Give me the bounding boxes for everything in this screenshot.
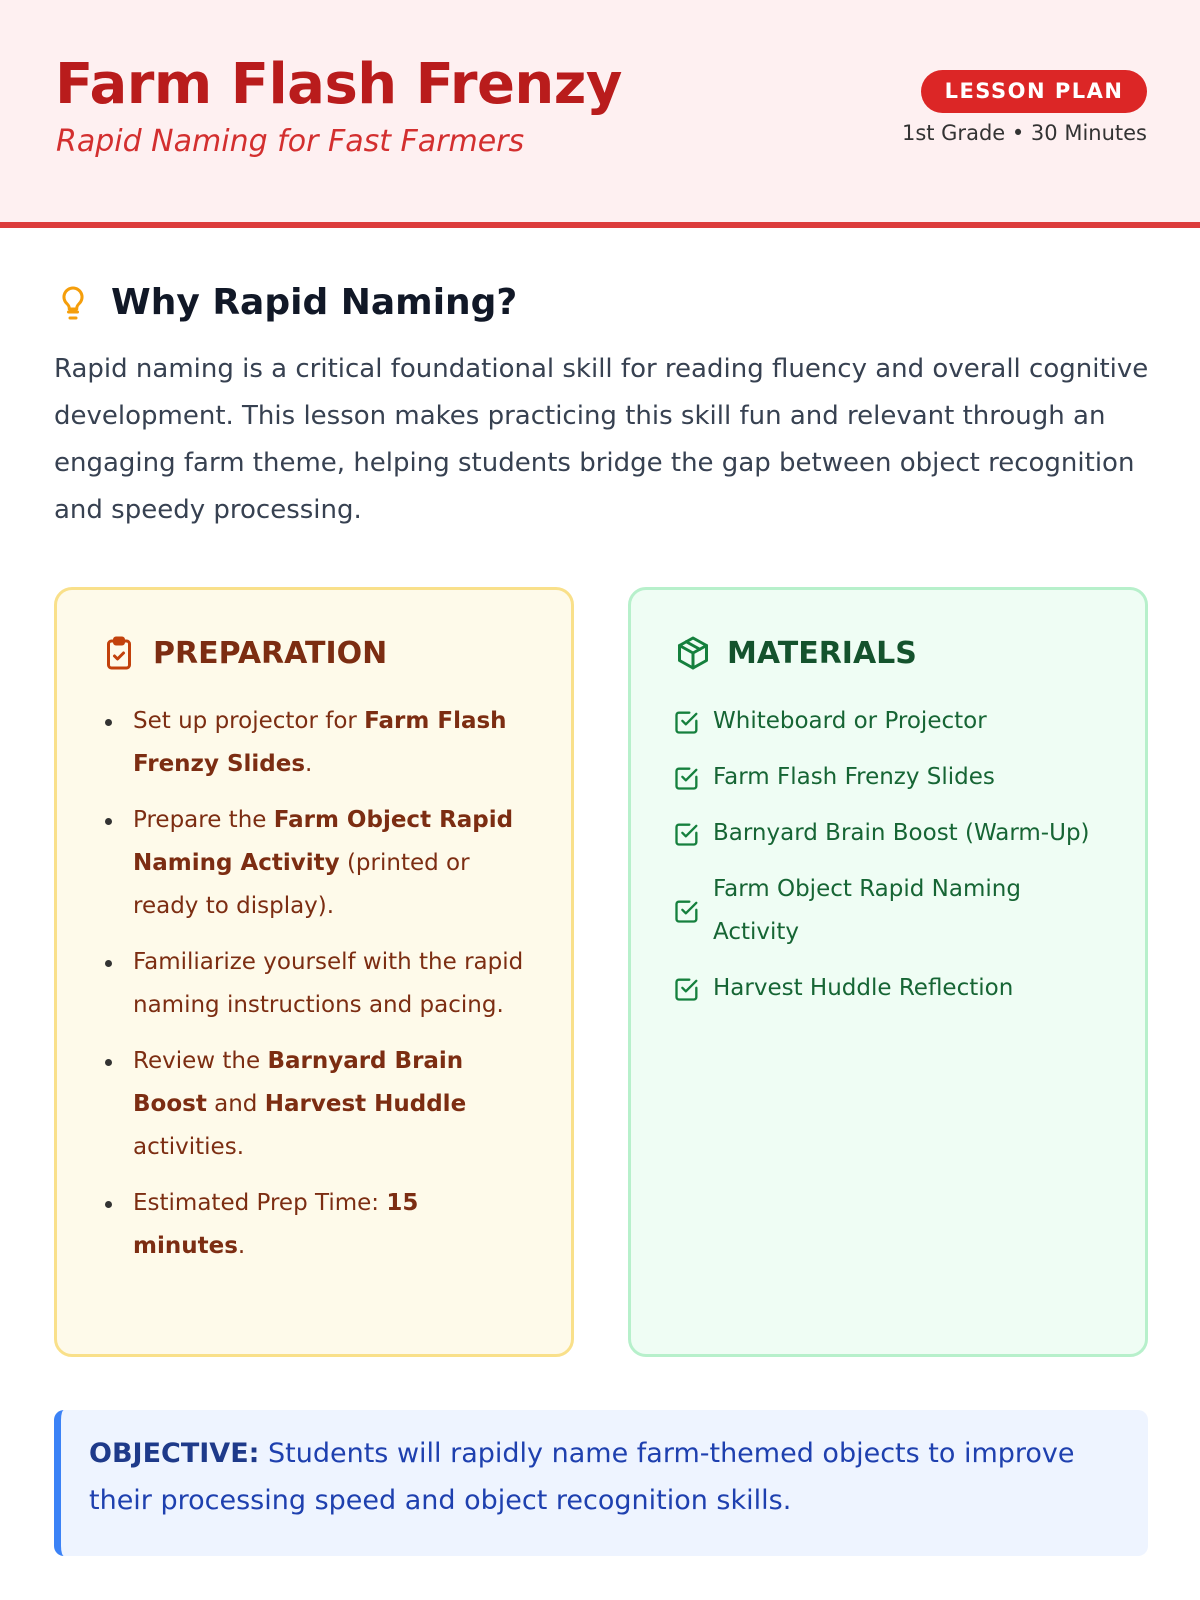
checkbox-checked-icon xyxy=(673,820,701,848)
materials-item: Barnyard Brain Boost (Warm-Up) xyxy=(673,812,1103,855)
preparation-item: Estimated Prep Time: 15 minutes. xyxy=(103,1182,533,1268)
clipboard-check-icon xyxy=(101,634,137,672)
page-subtitle: Rapid Naming for Fast Farmers xyxy=(56,124,525,159)
preparation-list xyxy=(103,700,533,1281)
why-paragraph: Rapid naming is a critical foundational skill for reading fluency and overall cognitive development. This lesson makes practicing this skill fun and relevant through an engaging farm theme, helping students bridge the gap between object recognition and speedy processing. xyxy=(54,354,1149,525)
page-header xyxy=(0,0,1200,228)
objective-text: Students will rapidly name farm-themed objects to improve their processing speed and object recognition skills. xyxy=(89,1438,1075,1516)
why-section-heading xyxy=(55,282,517,323)
objective-callout xyxy=(54,1410,1148,1556)
lesson-plan-badge: LESSON PLAN xyxy=(921,70,1147,113)
objective-label: OBJECTIVE: xyxy=(89,1438,260,1469)
package-icon xyxy=(675,634,711,672)
preparation-item: Review the Barnyard Brain Boost and Harvest Huddle activities. xyxy=(103,1040,533,1169)
preparation-item: Familiarize yourself with the rapid naming instructions and pacing. xyxy=(103,941,533,1027)
materials-item: Farm Object Rapid Naming Activity xyxy=(673,868,1103,954)
preparation-heading xyxy=(101,634,387,672)
preparation-item: Set up projector for Farm Flash Frenzy Slides. xyxy=(103,700,533,786)
page-title: Farm Flash Frenzy xyxy=(55,52,622,117)
checkbox-checked-icon xyxy=(673,975,701,1003)
materials-list xyxy=(673,700,1103,1023)
materials-item: Harvest Huddle Reflection xyxy=(673,967,1103,1010)
materials-card xyxy=(628,587,1148,1357)
lightbulb-icon xyxy=(55,283,91,323)
grade-duration-meta: 1st Grade • 30 Minutes xyxy=(901,121,1147,145)
checkbox-checked-icon xyxy=(673,764,701,792)
preparation-card xyxy=(54,587,574,1357)
checkbox-checked-icon xyxy=(673,897,701,925)
why-heading-text: Why Rapid Naming? xyxy=(111,282,518,323)
materials-heading-text: MATERIALS xyxy=(727,635,917,671)
preparation-item: Prepare the Farm Object Rapid Naming Activity (printed or ready to display). xyxy=(103,799,533,928)
materials-item: Whiteboard or Projector xyxy=(673,700,1103,743)
materials-heading xyxy=(675,634,917,672)
checkbox-checked-icon xyxy=(673,708,701,736)
preparation-heading-text: PREPARATION xyxy=(153,635,388,671)
materials-item: Farm Flash Frenzy Slides xyxy=(673,756,1103,799)
